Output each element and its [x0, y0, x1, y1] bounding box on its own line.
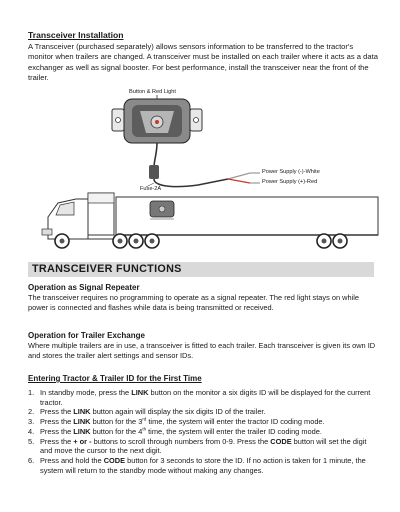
red-wire-label: Power Supply (+)-Red: [262, 179, 318, 185]
installation-diagram: [28, 89, 380, 253]
step-text: button will set the digit and move the cursor to the next digit.: [40, 436, 367, 456]
step-text: Press the: [40, 417, 74, 427]
step-key: + or -: [73, 436, 92, 446]
entering-id-steps: [28, 388, 380, 475]
repeater-body: The transceiver requires no programming to operate as a signal repeater. The red light stays on while power is connected and flashes while data is being transmitted or received.: [28, 293, 359, 312]
functions-title: TRANSCEIVER FUNCTIONS: [32, 263, 182, 275]
step-key: LINK: [73, 407, 91, 417]
step-ordinal: rd: [142, 416, 147, 422]
step-key: LINK: [131, 388, 149, 397]
step-item: [28, 388, 380, 407]
entering-id-heading: Entering Tractor & Trailer ID for the First Time: [28, 374, 202, 383]
step-text: button for the 3: [90, 417, 143, 427]
step-key: LINK: [73, 426, 91, 436]
step-text: time, the system will enter the tractor ID coding mode.: [146, 417, 325, 427]
installation-title: Transceiver Installation: [28, 30, 124, 40]
step-key: CODE: [270, 436, 292, 446]
exchange-body: Where multiple trailers are in use, a transceiver is fitted to each trailer. Each transceiver is given its own ID and stores the trailer alert settings and sensor IDs.: [28, 341, 376, 360]
step-number: 2.: [28, 407, 35, 417]
step-item: [28, 407, 380, 417]
step-text: button for the 4: [90, 426, 143, 436]
step-item: [28, 456, 380, 475]
power-cable: [149, 143, 260, 187]
step-key: LINK: [73, 417, 91, 427]
step-text: Press the: [40, 426, 74, 436]
functions-heading-bar: [28, 262, 374, 277]
step-text: Press and hold the: [40, 455, 104, 465]
fuse-label: Fuse-2A: [140, 186, 162, 192]
repeater-heading: Operation as Signal Repeater: [28, 283, 140, 292]
step-number: 4.: [28, 426, 35, 436]
step-item: [28, 417, 380, 427]
step-text: button again will display the six digits ID of the trailer.: [90, 407, 266, 417]
transceiver-truck-illustration: [28, 93, 380, 253]
transceiver-unit: [112, 95, 202, 143]
white-wire-label: Power Supply (-)-White: [262, 169, 320, 175]
step-item: [28, 437, 380, 456]
button-red-light-label: Button & Red Light: [129, 89, 176, 95]
step-key: CODE: [103, 455, 126, 465]
step-text: Press the: [40, 407, 74, 417]
step-text: button for 3 seconds to store the ID. If no action is taken for 1 minute, the system will return to the standby mode without making any changes.: [40, 455, 366, 475]
step-number: 5.: [28, 436, 35, 446]
exchange-heading: Operation for Trailer Exchange: [28, 331, 145, 340]
step-ordinal: th: [142, 426, 147, 432]
step-number: 1.: [28, 388, 35, 397]
step-number: 3.: [28, 417, 35, 427]
step-number: 6.: [28, 455, 35, 465]
truck: [42, 193, 378, 248]
step-item: [28, 427, 380, 437]
installation-intro: A Transceiver (purchased separately) allows sensors information to be transferred to the tractor's monitor when trailers are changed. A transceiver must be installed on each trailer where it acts as a data exchanger as well as signal booster. For best performance, install the transceiver near the front of the trailer.: [28, 42, 378, 83]
step-text: time, the system will enter the trailer ID coding mode.: [146, 426, 322, 436]
step-text: button on the monitor a six digits ID will be displayed for the current tractor.: [40, 388, 371, 407]
step-text: buttons to scroll through numbers from 0-9. Press the: [91, 436, 271, 446]
step-text: In standby mode, press the: [40, 388, 132, 397]
step-text: Press the: [40, 436, 74, 446]
